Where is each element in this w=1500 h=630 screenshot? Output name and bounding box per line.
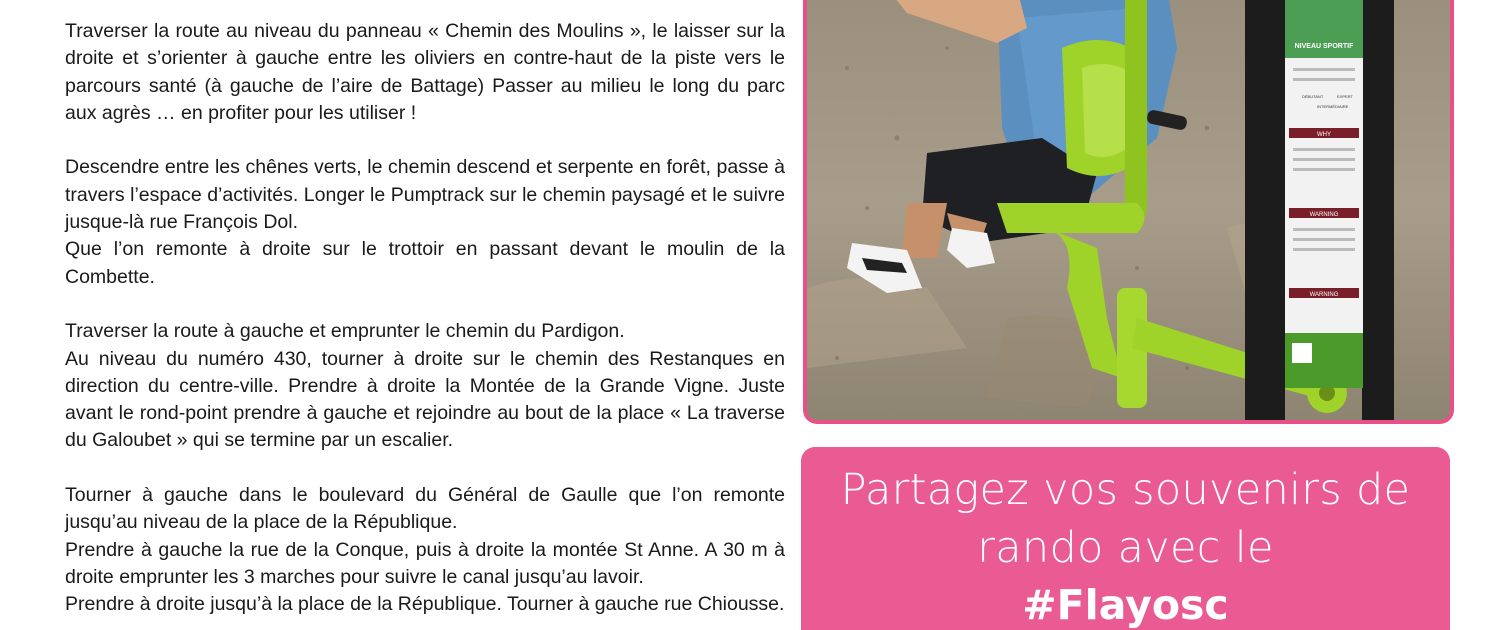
sign-row-label: DÉBUTANT [1302,94,1324,99]
sign-row-label: EXPERT [1337,94,1353,99]
sign-title: NIVEAU SPORTIF [1294,43,1354,50]
sign-section: WHY [1317,132,1331,138]
hashtag: #Flayosc [1022,581,1229,629]
directions-paragraph: Tourner à gauche dans le boulevard du Général de Gaulle que l’on remonte jusqu’au niveau de la place de la République. [65,484,785,534]
directions-paragraph: Traverser la route au niveau du panneau « Chemin des Moulins », le laisser sur la droite et s’orienter à gauche entre les oliviers en contre-haut de la piste vers le parcours santé (à gauche de l’aire de Battage) Passer au milieu le long du parc aux agrès … en profiter pour les utiliser ! [65,20,785,124]
directions-paragraph: Que l’on remonte à droite sur le trottoir en passant devant le moulin de la Combette. [65,238,785,288]
fitness-park-photo [803,0,1454,424]
paragraph-gap [65,291,785,318]
directions-paragraph: Prendre à gauche la rue de la Conque, puis à droite la montée St Anne. A 30 m à droite emprunter les 3 marches pour suivre le canal jusqu’au lavoir. [65,538,785,588]
banner-line: Partagez vos souvenirs de [840,465,1411,515]
photo-illustration [807,0,1450,420]
paragraph-gap [65,455,785,482]
directions-paragraph: Prendre à droite jusqu’à la place de la République. Tourner à gauche rue Chiousse. [65,593,785,616]
sign-section: WARNING [1309,292,1339,298]
directions-paragraph: Au niveau du numéro 430, tourner à droite sur le chemin des Restanques en direction du centre-ville. Prendre à droite la Montée de la Grande Vigne. Juste avant le rond-point prendre à gauche et rejoindre au bout de la place « La traverse du Galoubet » qui se termine par un escalier. [65,347,785,452]
directions-paragraph: Traverser la route à gauche et emprunter le chemin du Pardigon. [65,320,625,343]
sign-section: WARNING [1309,212,1339,218]
directions-paragraph: Descendre entre les chênes verts, le chemin descend et serpente en forêt, passe à travers l’espace d’activités. Longer le Pumptrack sur le chemin paysagé et le suivre jusque-là rue François Dol. [65,156,785,234]
paragraph-gap [65,127,785,154]
directions-text [65,18,785,619]
sign-row-label: INTERMÉDIAIRE [1317,104,1349,109]
banner-line: rando avec le [977,523,1274,573]
share-memories-banner [801,447,1450,630]
